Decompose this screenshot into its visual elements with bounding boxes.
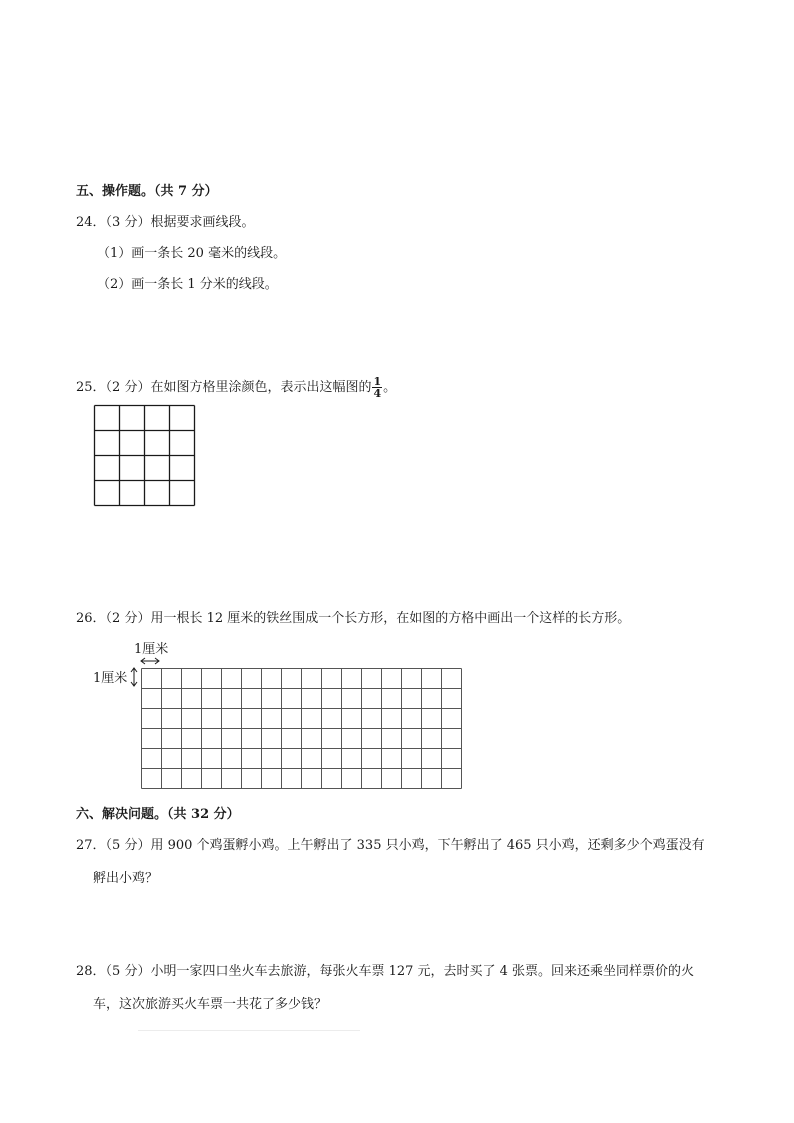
unit-label-top: 1厘米: [134, 642, 169, 657]
square-grid-4x4[interactable]: [94, 405, 196, 507]
section-5-heading: 五、操作题。（共 7 分）: [76, 184, 218, 199]
unit-label-left: 1厘米: [93, 671, 128, 686]
question-26-stem: 26．（2 分）用一根长 12 厘米的铁丝围成一个长方形，在如图的方格中画出一个这样的长方形。: [76, 611, 631, 626]
question-27-line-2: 孵出小鸡？: [93, 871, 159, 886]
fraction-one-quarter: [372, 376, 382, 399]
fraction-numerator: 1: [373, 375, 382, 388]
question-27-line-1: 27．（5 分）用 900 个鸡蛋孵小鸡。上午孵出了 335 只小鸡，下午孵出了 465 只小鸡，还剩多少个鸡蛋没有: [76, 838, 705, 853]
question-25-text: 25．（2 分）在如图方格里涂颜色，表示出这幅图的: [76, 380, 372, 395]
question-24-part-2: （2）画一条长 1 分米的线段。: [97, 277, 278, 292]
question-24-part-1: （1）画一条长 20 毫米的线段。: [97, 246, 287, 261]
answer-area-divider: [138, 1030, 360, 1031]
question-25-stem: [76, 376, 396, 399]
rectangle-grid-6x16[interactable]: [141, 668, 463, 790]
question-28-line-2: 车，这次旅游买火车票一共花了多少钱？: [93, 997, 328, 1012]
fraction-denominator: 4: [373, 387, 382, 400]
question-28-line-1: 28．（5 分）小明一家四口坐火车去旅游，每张火车票 127 元，去时买了 4 张票。回来还乘坐同样票价的火: [76, 964, 695, 979]
question-24-stem: 24．（3 分）根据要求画线段。: [76, 215, 255, 230]
question-25-period: 。: [383, 380, 397, 395]
section-6-heading: 六、解决问题。（共 32 分）: [76, 807, 240, 822]
